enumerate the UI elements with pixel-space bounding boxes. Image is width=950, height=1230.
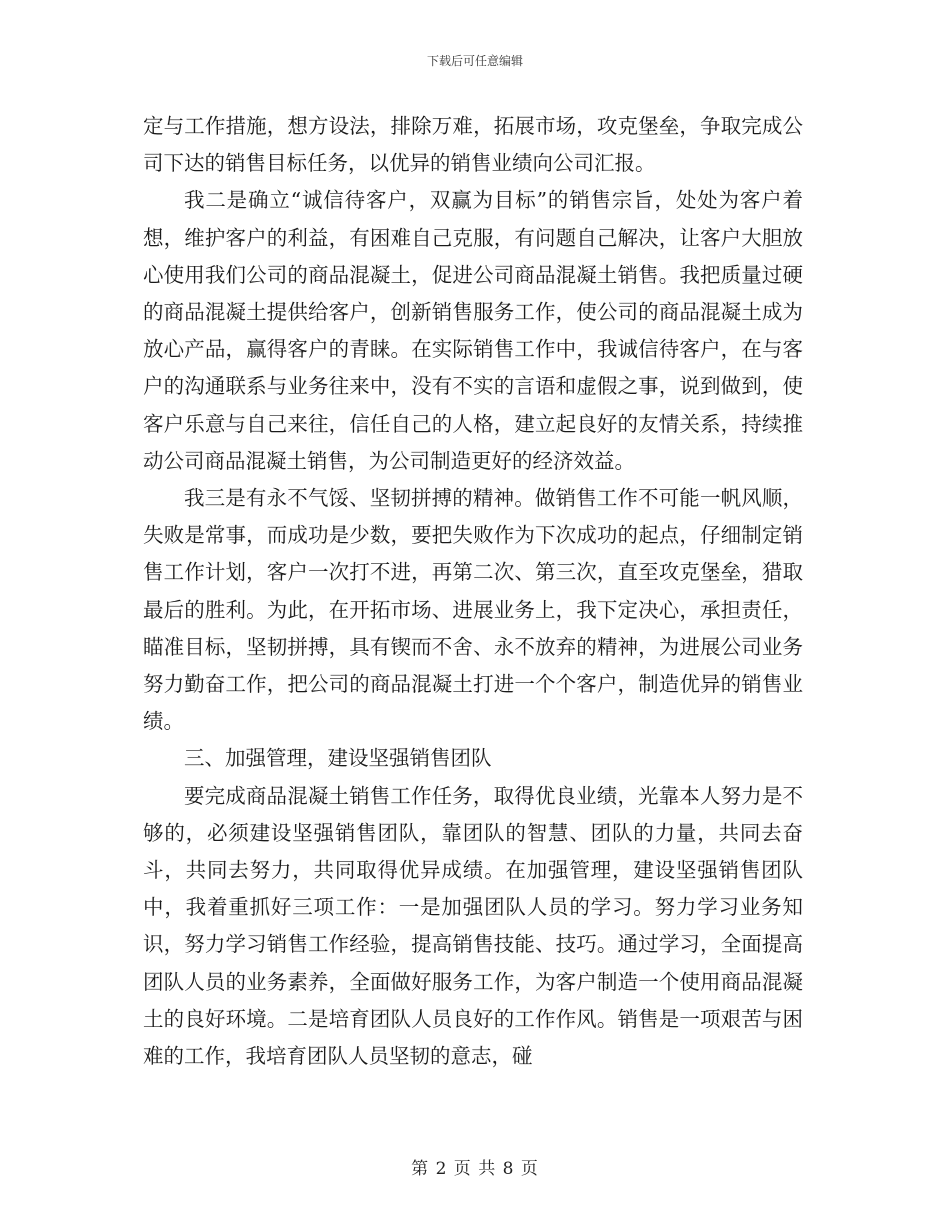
paragraph-continuation: 定与工作措施，想方设法，排除万难，拓展市场，攻克堡垒，争取完成公司下达的销售目标任务，以优异的销售业绩向公司汇报。 [143,114,803,176]
paragraph-team-building: 要完成商品混凝土销售工作任务，取得优良业绩，光靠本人努力是不够的，必须建设坚强销售团队，靠团队的智慧、团队的力量，共同去奋斗，共同去努力，共同取得优异成绩。在加强管理，建设坚强销售团队中，我着重抓好三项工作：一是加强团队人员的学习。努力学习业务知识，努力学习销售工作经验，提高销售技能、技巧。通过学习，全面提高团队人员的业务素养，全面做好服务工作，为客户制造一个使用商品混凝土的良好环境。二是培育团队人员良好的工作作风。销售是一项艰苦与困难的工作，我培育团队人员坚韧的意志，碰 [143,783,803,1069]
paragraph-perseverance: 我三是有永不气馁、坚韧拼搏的精神。做销售工作不可能一帆风顺，失败是常事，而成功是少数，要把失败作为下次成功的起点，仔细制定销售工作计划，客户一次打不进，再第二次、第三次，直至攻克堡垒，猎取最后的胜利。为此，在开拓市场、进展业务上，我下定决心，承担责任，瞄准目标，坚韧拼搏，具有锲而不舍、永不放弃的精神，为进展公司业务努力勤奋工作，把公司的商品混凝土打进一个个客户，制造优异的销售业绩。 [143,486,803,734]
paragraph-integrity: 我二是确立“诚信待客户，双赢为目标”的销售宗旨，处处为客户着想，维护客户的利益，有困难自己克服，有问题自己解决，让客户大胆放心使用我们公司的商品混凝土，促进公司商品混凝土销售。我把质量过硬的商品混凝土提供给客户，创新销售服务工作，使公司的商品混凝土成为放心产品，赢得客户的青睐。在实际销售工作中，我诚信待客户，在与客户的沟通联系与业务往来中，没有不实的言语和虚假之事，说到做到，使客户乐意与自己来往，信任自己的人格，建立起良好的友情关系，持续推动公司商品混凝土销售，为公司制造更好的经济效益。 [143,188,803,473]
header-note: 下载后可任意编辑 [426,54,523,68]
page-number: 第 2 页 共 8 页 [411,1159,539,1179]
section-heading: 三、加强管理，建设坚强销售团队 [184,746,492,771]
document-body [143,108,803,1075]
